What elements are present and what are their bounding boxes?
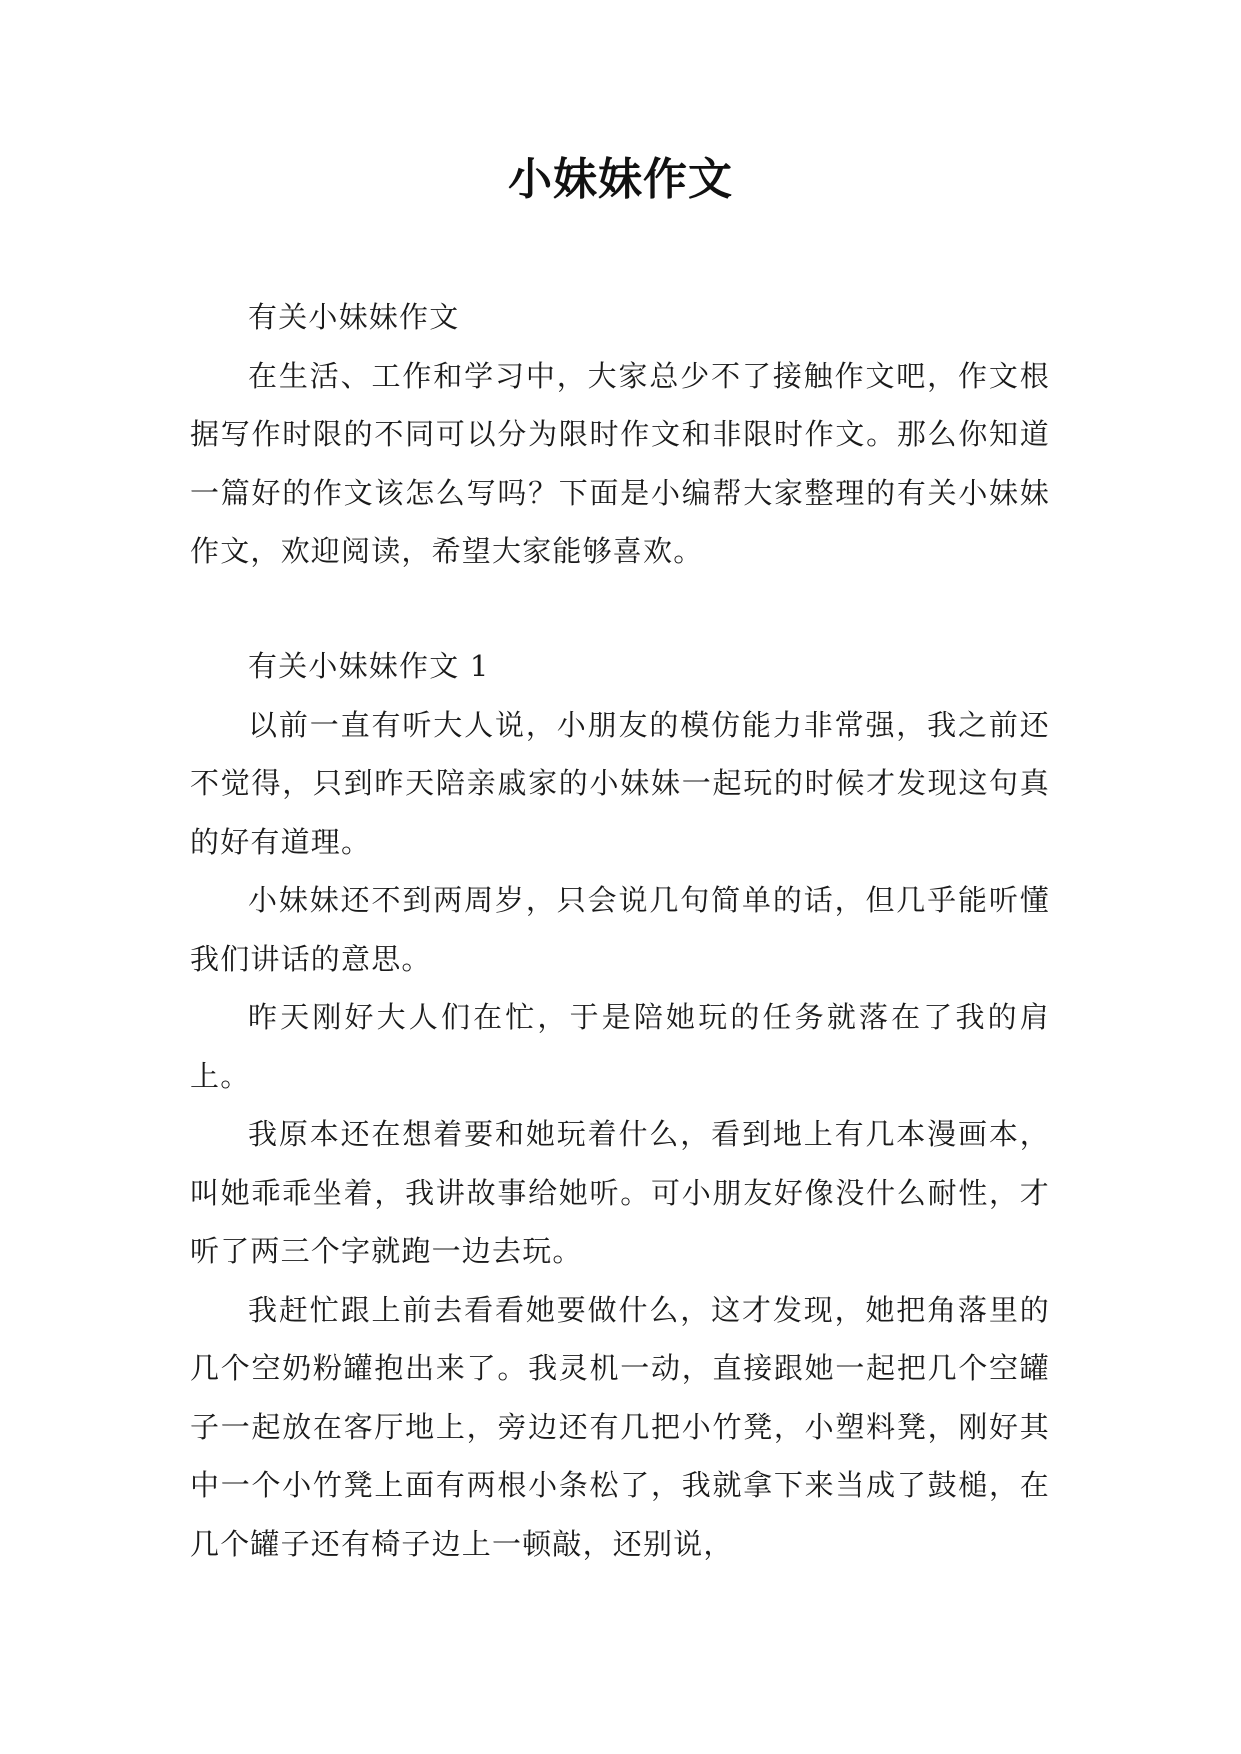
intro-label: 有关小妹妹作文 [248, 300, 460, 334]
body-paragraph: 我原本还在想着要和她玩着什么，看到地上有几本漫画本，叫她乖乖坐着，我讲故事给她听。可小朋友好像没什么耐性，才听了两三个字就跑一边去玩。 [190, 1117, 1050, 1268]
section-heading: 有关小妹妹作文 1 [248, 649, 490, 683]
body-paragraph: 以前一直有听大人说，小朋友的模仿能力非常强，我之前还不觉得，只到昨天陪亲戚家的小妹妹一起玩的时候才发现这句真的好有道理。 [190, 707, 1050, 859]
body-paragraph: 小妹妹还不到两周岁，只会说几句简单的话，但几乎能听懂我们讲话的意思。 [190, 883, 1050, 976]
section-1 [190, 637, 1050, 1573]
document-title: 小妹妹作文 [508, 154, 733, 205]
body-paragraph: 我赶忙跟上前去看看她要做什么，这才发现，她把角落里的几个空奶粉罐抱出来了。我灵机一动，直接跟她一起把几个空罐子一起放在客厅地上，旁边还有几把小竹凳，小塑料凳，刚好其中一个小竹凳上面有两根小条松了，我就拿下来当成了鼓槌，在几个罐子还有椅子边上一顿敲，还别说， [190, 1292, 1050, 1561]
intro-paragraph: 在生活、工作和学习中，大家总少不了接触作文吧，作文根据写作时限的不同可以分为限时作文和非限时作文。那么你知道一篇好的作文该怎么写吗？下面是小编帮大家整理的有关小妹妹作文，欢迎阅读，希望大家能够喜欢。 [190, 358, 1050, 568]
intro-block [190, 288, 1050, 581]
body-paragraph: 昨天刚好大人们在忙，于是陪她玩的任务就落在了我的肩上。 [190, 1000, 1050, 1093]
